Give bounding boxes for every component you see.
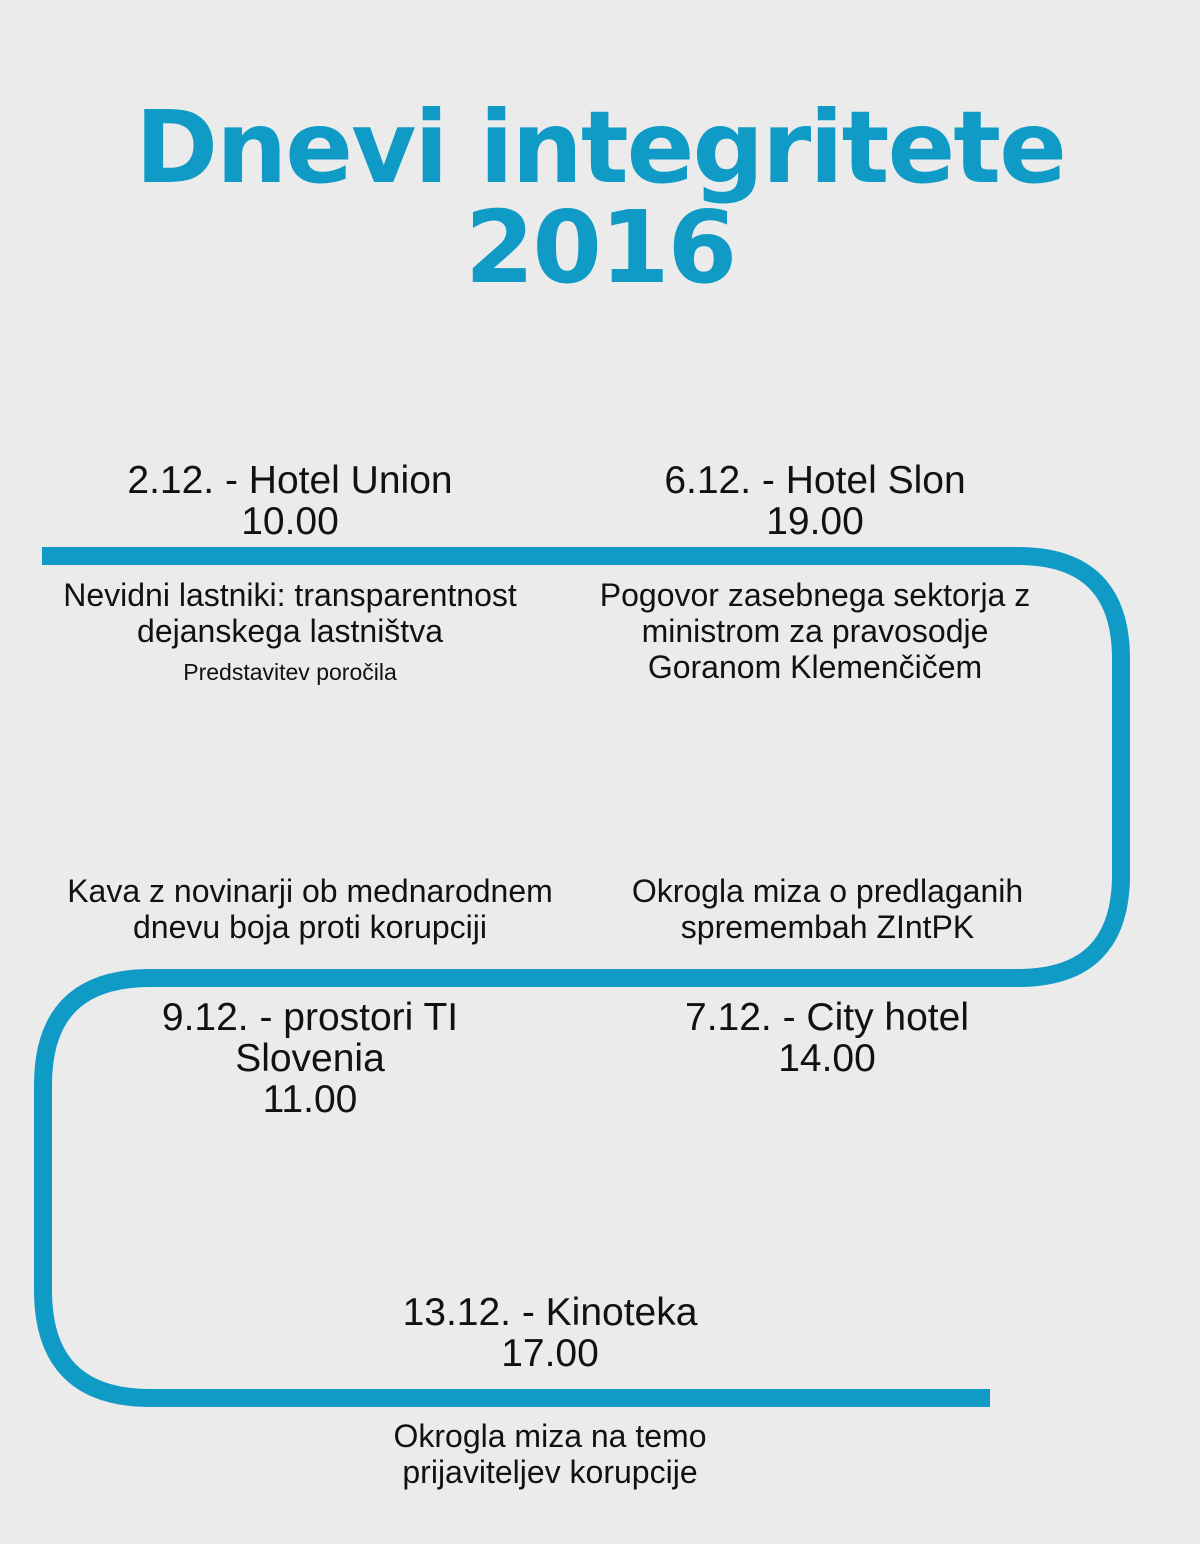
event-city-date-place: 7.12. - City hotel <box>685 996 969 1039</box>
event-union-description <box>20 577 560 685</box>
event-union-desc-line-1: Nevidni lastniki: transparentnost <box>63 577 517 613</box>
event-slon-date-place: 6.12. - Hotel Slon <box>664 459 966 502</box>
event-ti-date-place-line-1: 9.12. - prostori TI <box>161 996 459 1039</box>
event-union-subtitle: Predstavitev poročila <box>183 659 397 685</box>
title-line-1: Dnevi integritete <box>135 89 1065 206</box>
event-city-description <box>575 873 1080 945</box>
event-kinoteka-time: 17.00 <box>501 1332 599 1375</box>
event-city-desc-line-2: spremembah ZIntPK <box>680 909 975 945</box>
event-ti-header <box>60 997 560 1120</box>
event-union-desc-line-2: dejanskega lastništva <box>137 613 443 649</box>
event-union-date-place: 2.12. - Hotel Union <box>127 459 453 502</box>
event-slon-time: 19.00 <box>766 500 864 543</box>
event-slon-desc-line-2: ministrom za pravosodje <box>641 613 989 649</box>
event-city-time: 14.00 <box>778 1037 876 1080</box>
event-slon-description <box>555 577 1075 685</box>
event-kinoteka-description <box>300 1418 800 1490</box>
event-kinoteka-header <box>300 1292 800 1374</box>
event-ti-desc-line-1: Kava z novinarji ob mednarodnem <box>67 873 553 909</box>
event-kinoteka-desc-line-1: Okrogla miza na temo <box>393 1418 707 1454</box>
title-line-2: 2016 <box>464 189 736 306</box>
event-slon-header <box>565 460 1065 542</box>
event-kinoteka-date-place: 13.12. - Kinoteka <box>402 1291 698 1334</box>
event-ti-date-place-line-2: Slovenia <box>235 1037 385 1080</box>
event-union-header <box>40 460 540 542</box>
event-union-time: 10.00 <box>241 500 339 543</box>
event-kinoteka-desc-line-2: prijaviteljev korupcije <box>402 1454 698 1490</box>
event-city-desc-line-1: Okrogla miza o predlaganih <box>631 873 1024 909</box>
event-city-header <box>577 997 1077 1079</box>
event-ti-desc-line-2: dnevu boja proti korupciji <box>133 909 487 945</box>
event-ti-time: 11.00 <box>262 1078 358 1121</box>
event-slon-desc-line-1: Pogovor zasebnega sektorja z <box>599 577 1031 613</box>
event-slon-desc-line-3: Goranom Klemenčičem <box>647 649 983 685</box>
event-ti-description <box>20 873 600 945</box>
